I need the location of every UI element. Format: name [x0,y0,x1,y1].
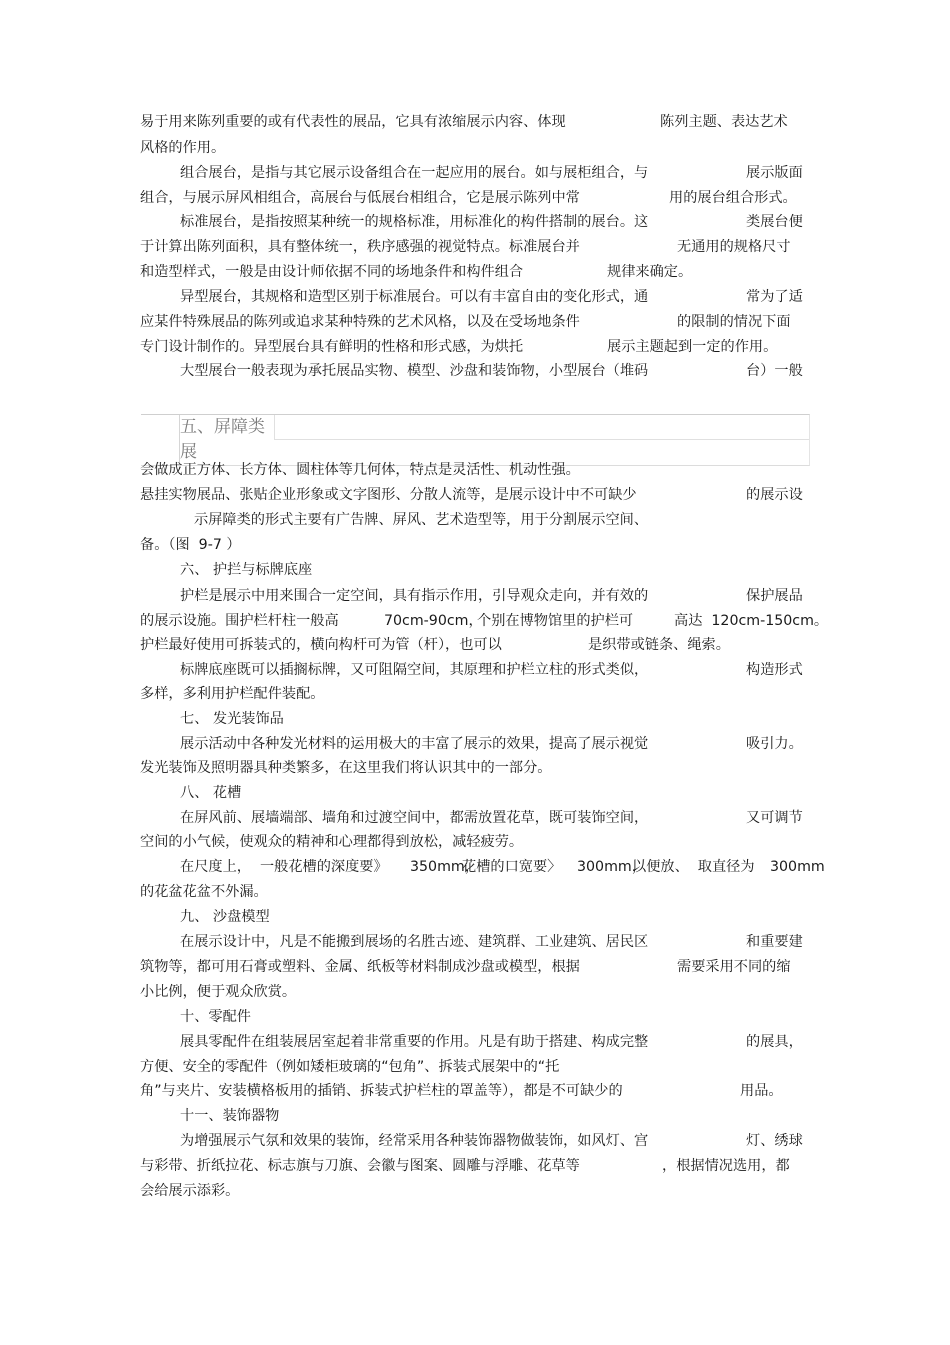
text-line: 70cm-90cm， [384,613,483,629]
text-line: 标准展台，是指按照某种统一的规格标准，用标准化的构件搭制的展台。这 [180,214,649,230]
text-line: 350mm， [410,859,479,875]
text-line: 组合展台，是指与其它展示设备组合在一起应用的展台。如与展柜组合，与 [180,165,649,181]
text-line: 专门设计制作的。异型展台具有鲜明的性格和形式感，为烘托 [140,339,524,355]
section-heading-screen-cont: 展 [180,442,197,462]
text-line: 展具零配件在组装展居室起着非常重要的作用。凡是有助于搭建、构成完整 [180,1034,649,1050]
text-line: 的展具， [746,1034,803,1050]
text-line: 空间的小气候，使观众的精神和心理都得到放松，减轻疲劳。 [140,834,524,850]
text-line: 展示主题起到一定的作用。 [607,339,778,355]
text-line: 展示活动中各种发光材料的运用极大的丰富了展示的效果，提高了展示视觉 [180,736,649,752]
text-line: 又可调节 [746,810,803,826]
text-line: 用品。 [740,1083,783,1099]
text-line: 用的展台组合形式。 [669,190,797,206]
text-line: 是织带或链条、绳索。 [588,637,730,653]
text-line: 台）一般 [746,363,803,379]
text-line: 吸引力。 [746,736,803,752]
text-line: 应某件特殊展品的陈列或追求某种特殊的艺术风格，以及在受场地条件 [140,314,580,330]
text-line: 类展台便 [746,214,803,230]
text-line: 大型展台一般表现为承托展品实物、模型、沙盘和装饰物，小型展台（堆码 [180,363,649,379]
text-line: 示屏障类的形式主要有广告牌、屏风、艺术造型等，用于分割展示空间、 [194,512,649,528]
text-line: 小比例，便于观众欣赏。 [140,984,297,1000]
text-line: 悬挂实物展品、张贴企业形象或文字图形、分散人流等，是展示设计中不可缺少 [140,487,637,503]
text-line: 组合，与展示屏风相组合，高展台与低展台相组合，它是展示陈列中常 [140,190,580,206]
text-line: 以便放、 取直径为 [632,859,755,875]
text-line: 和造型样式，一般是由设计师依据不同的场地条件和构件组合 [140,264,524,280]
text-line: 发光装饰及照明器具种类繁多，在这里我们将认识其中的一部分。 [140,760,552,776]
text-line: 花槽的口宽要〉 [462,859,562,875]
text-line: 在屏风前、展墙端部、墙角和过渡空间中，都需放置花草，既可装饰空间， [180,810,649,826]
text-line: 九、 沙盘模型 [180,909,270,925]
text-line: 的花盆花盆不外漏。 [140,884,268,900]
text-line: 构造形式 [746,662,803,678]
table-cell [274,415,809,440]
text-line: 需要采用不同的缩 [677,959,791,975]
text-line: 七、 发光装饰品 [180,711,284,727]
text-line: 的展示设 [746,487,803,503]
text-line: 护栏是展示中用来围合一定空间，具有指示作用，引导观众走向，并有效的 [180,588,649,604]
text-line: 陈列主题、表达艺术 [660,114,788,130]
text-line: 300mm [770,859,825,875]
text-line: 多样，多利用护栏配件装配。 [140,686,325,702]
text-line: 常为了适 [746,289,803,305]
text-line: 高达 120cm-150cm。 [674,613,829,629]
text-line: 会给展示添彩。 [140,1183,240,1199]
text-line: 保护展品 [746,588,803,604]
text-line: 的展示设施。围护栏杆柱一般高 [140,613,339,629]
text-line: 十、零配件 [180,1009,251,1025]
text-line: 于计算出陈列面积，具有整体统一，秩序感强的视觉特点。标准展台并 [140,239,580,255]
text-line: 角”与夹片、安装横格板用的插销、拆装式护栏柱的罩盖等），都是不可缺少的 [140,1083,623,1099]
text-line: 异型展台，其规格和造型区别于标准展台。可以有丰富自由的变化形式，通 [180,289,649,305]
text-line: 八、 花槽 [180,785,242,801]
text-line: 备。（图 9-7 ） [140,537,241,553]
text-line: 和重要建 [746,934,803,950]
text-line: 为增强展示气氛和效果的装饰，经常采用各种装饰器物做装饰，如风灯、宫 [180,1133,649,1149]
text-line: 无通用的规格尺寸 [677,239,791,255]
text-line: 灯、绣球 [746,1133,803,1149]
text-line: 与彩带、折纸拉花、标志旗与刀旗、会徽与图案、圆雕与浮雕、花草等 [140,1158,580,1174]
text-line: 在尺度上， 一般花槽的深度要》 [180,859,388,875]
text-line: 十一、装饰器物 [180,1108,280,1124]
text-line: 的限制的情况下面 [677,314,791,330]
text-line: 易于用来陈列重要的或有代表性的展品，它具有浓缩展示内容、体现 [140,114,566,130]
text-line: 六、 护拦与标牌底座 [180,562,313,578]
text-line: 规律来确定。 [607,264,693,280]
text-line: 筑物等，都可用石膏或塑料、金属、纸板等材料制成沙盘或模型，根据 [140,959,580,975]
text-line: 方便、安全的零配件（例如矮柜玻璃的“包角”、拆装式展架中的“托 [140,1059,560,1075]
text-line: 个别在博物馆里的护栏可 [477,613,634,629]
text-line: 300mm， [577,859,646,875]
text-line: 风格的作用。 [140,140,226,156]
text-line: 展示版面 [746,165,803,181]
text-line: 会做成正方体、长方体、圆柱体等几何体，特点是灵活性、机动性强。 [140,462,580,478]
text-line: ，根据情况选用，都 [662,1158,790,1174]
text-line: 标牌底座既可以插搁标牌，又可阻隔空间，其原理和护栏立柱的形式类似， [180,662,649,678]
section-heading-screen: 五、屏障类 [180,417,265,437]
text-line: 在展示设计中，凡是不能搬到展场的名胜古迹、建筑群、工业建筑、居民区 [180,934,649,950]
text-line: 护栏最好使用可拆装式的，横向构杆可为管（杆），也可以 [140,637,502,653]
